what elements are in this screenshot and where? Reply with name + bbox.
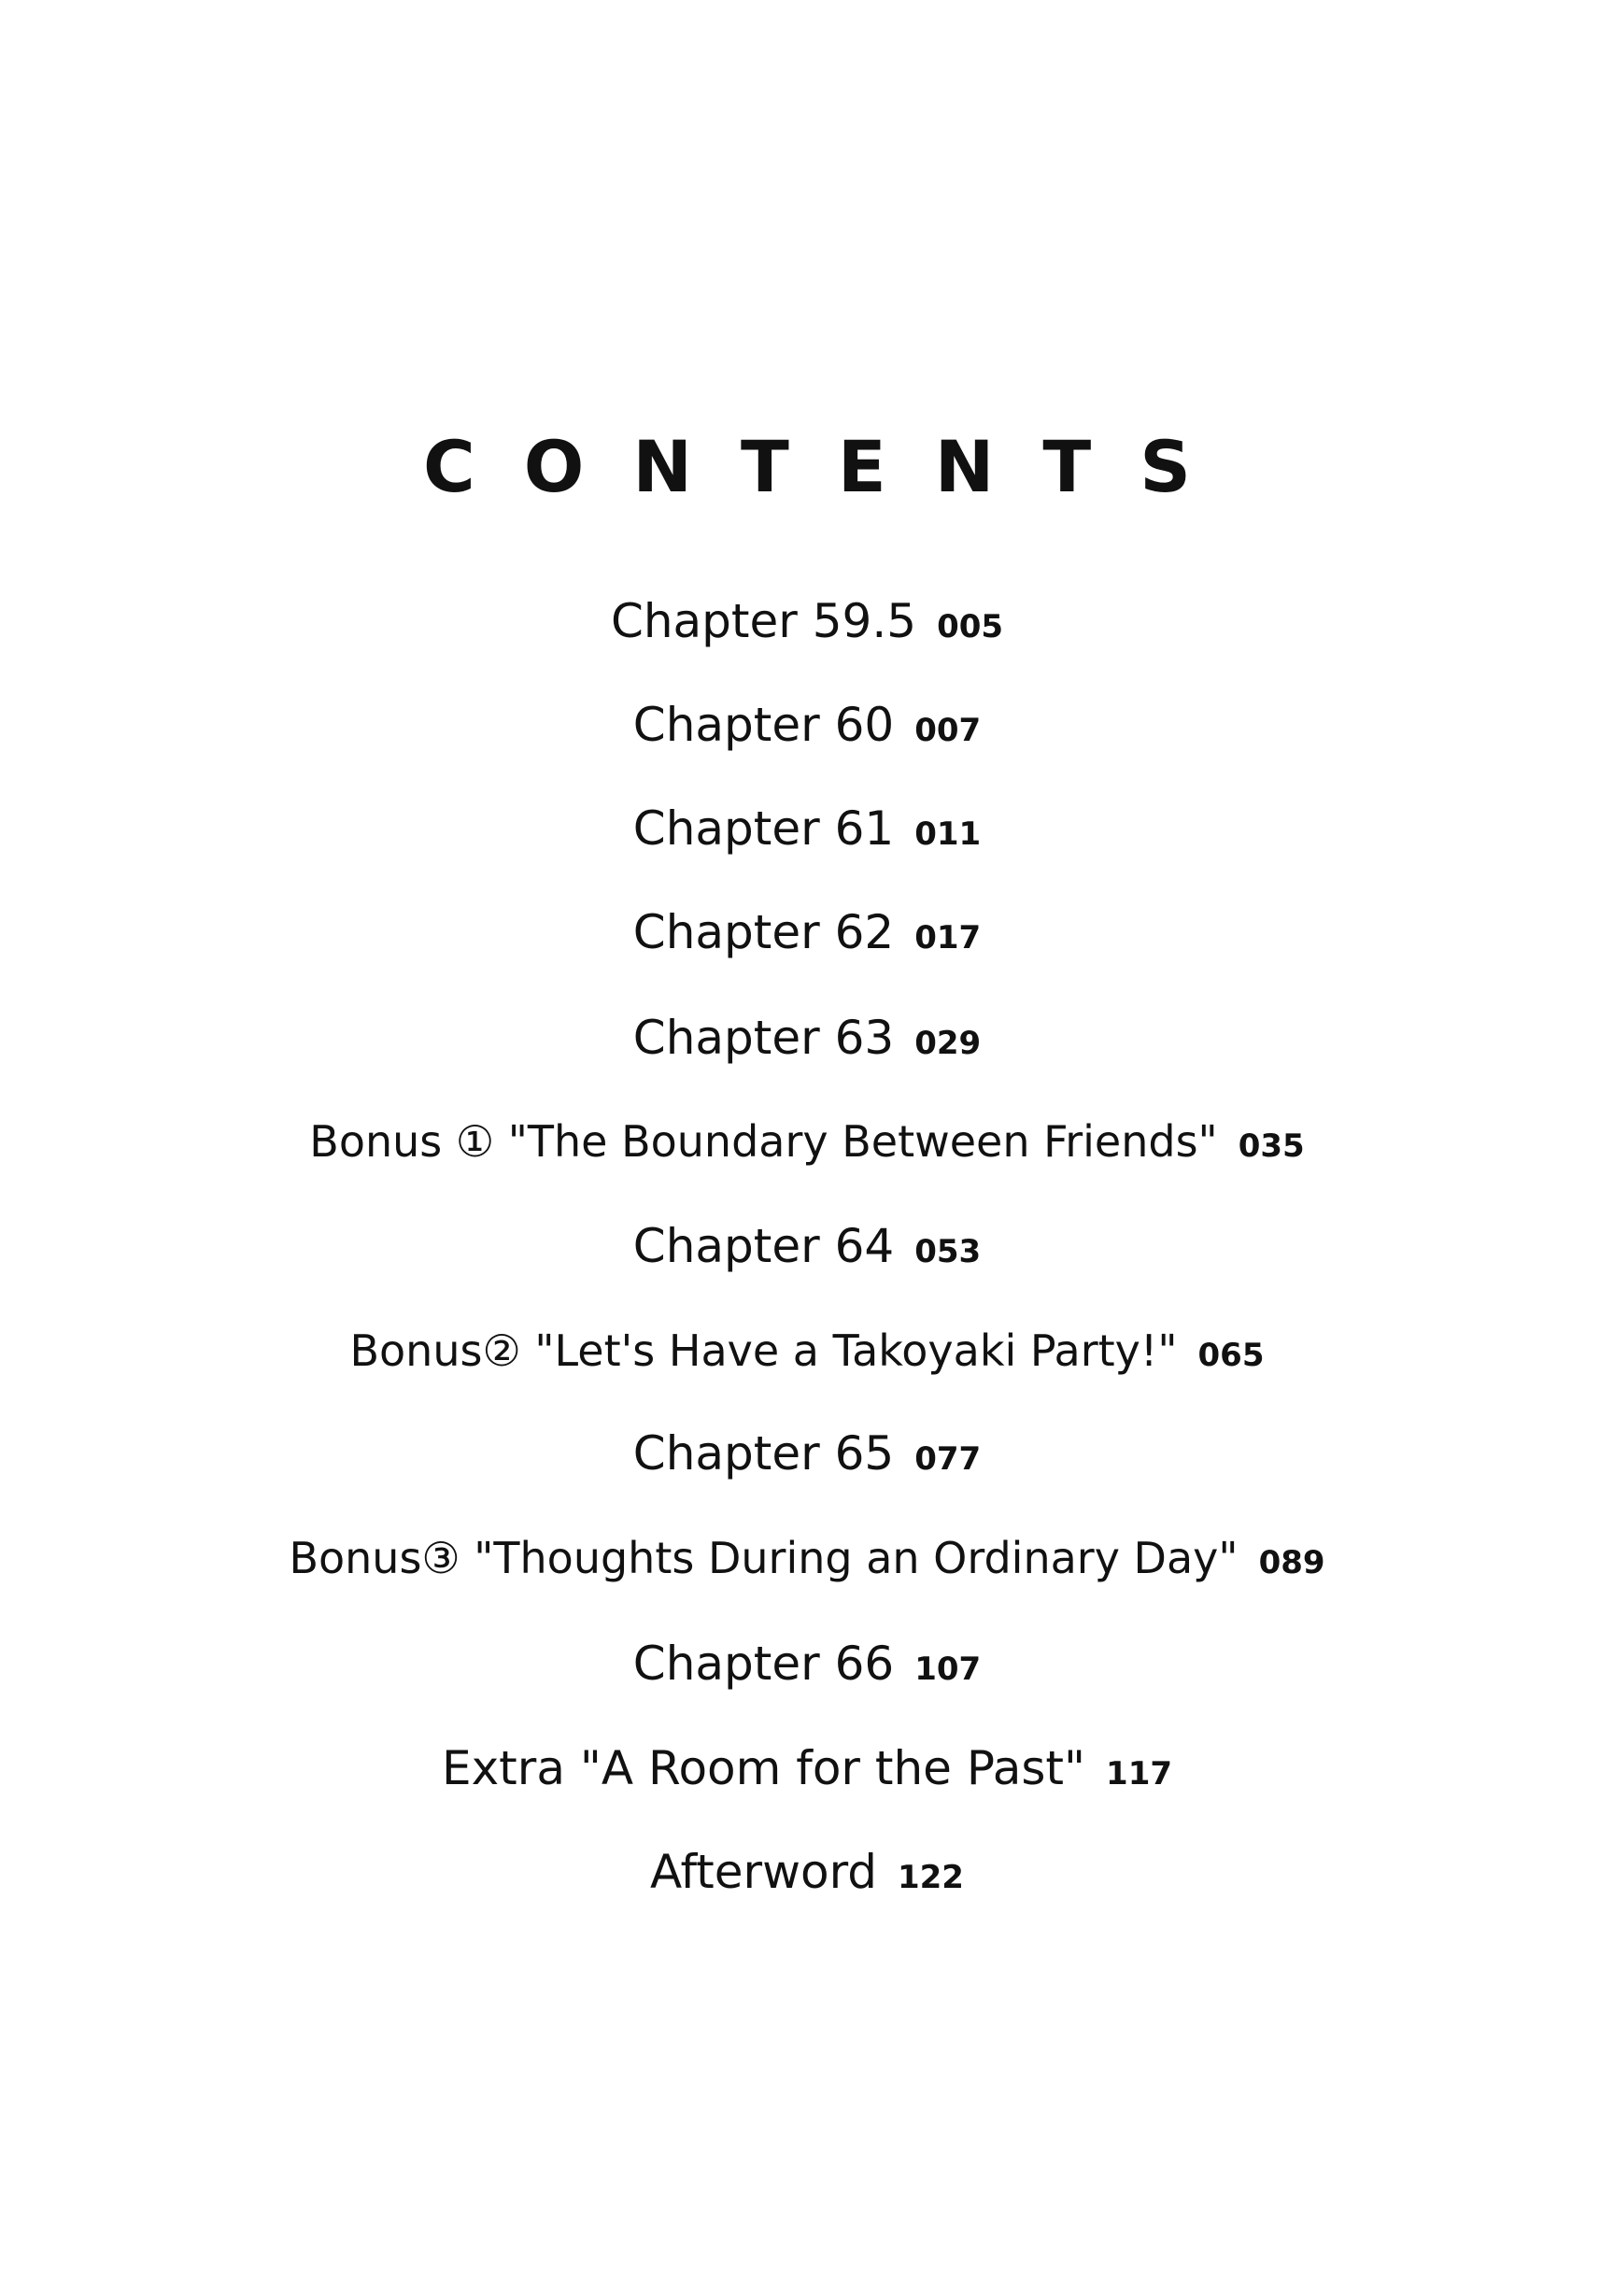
toc-entry-label: Chapter 63 <box>632 1011 895 1065</box>
toc-entry-page: 035 <box>1238 1127 1305 1165</box>
toc-entry <box>0 787 1614 871</box>
toc-entry-page: 007 <box>914 712 982 749</box>
toc-entry <box>0 1309 1614 1393</box>
toc-entry-label: Extra "A Room for the Past" <box>441 1741 1086 1795</box>
toc-entry-page: 005 <box>937 608 1004 645</box>
toc-entry <box>0 1099 1614 1183</box>
toc-entry-label: Chapter 62 <box>632 905 895 959</box>
toc-entry-page: 117 <box>1106 1755 1173 1793</box>
toc-entry <box>0 579 1614 663</box>
toc-entry-page: 029 <box>914 1025 982 1062</box>
toc-entry-label: Chapter 60 <box>632 698 895 752</box>
toc-entry-page: 122 <box>897 1859 964 1896</box>
toc-entry <box>0 1622 1614 1706</box>
toc-entry-label: Chapter 64 <box>632 1219 895 1273</box>
toc-entry-page: 089 <box>1258 1544 1325 1581</box>
toc-entry-label: Afterword <box>650 1845 877 1899</box>
toc-entry <box>0 1726 1614 1810</box>
toc-entry-label: Chapter 61 <box>632 801 895 856</box>
toc-entry-page: 065 <box>1197 1337 1265 1374</box>
toc-entry-label: Chapter 66 <box>632 1637 895 1691</box>
toc-entry-label: Bonus③ "Thoughts During an Ordinary Day" <box>289 1533 1239 1583</box>
toc-entry-page: 107 <box>914 1651 982 1688</box>
toc-entry <box>0 1516 1614 1600</box>
toc-entry <box>0 890 1614 974</box>
toc-entry <box>0 1830 1614 1914</box>
toc-entry <box>0 1204 1614 1288</box>
toc-entry-label: Bonus ① "The Boundary Between Friends" <box>309 1116 1218 1167</box>
page-title: CONTENTS <box>423 425 1239 508</box>
toc-entry-label: Chapter 59.5 <box>610 594 917 648</box>
toc-entry-page: 053 <box>914 1233 982 1270</box>
toc-entry <box>0 683 1614 767</box>
toc-entry <box>0 996 1614 1080</box>
toc-entry <box>0 1411 1614 1495</box>
toc-entry-label: Bonus② "Let's Have a Takoyaki Party!" <box>349 1325 1178 1376</box>
toc-entry-page: 077 <box>914 1440 982 1478</box>
toc-entry-page: 017 <box>914 919 982 957</box>
toc-entry-page: 011 <box>914 815 982 853</box>
toc-entry-label: Chapter 65 <box>632 1426 895 1481</box>
